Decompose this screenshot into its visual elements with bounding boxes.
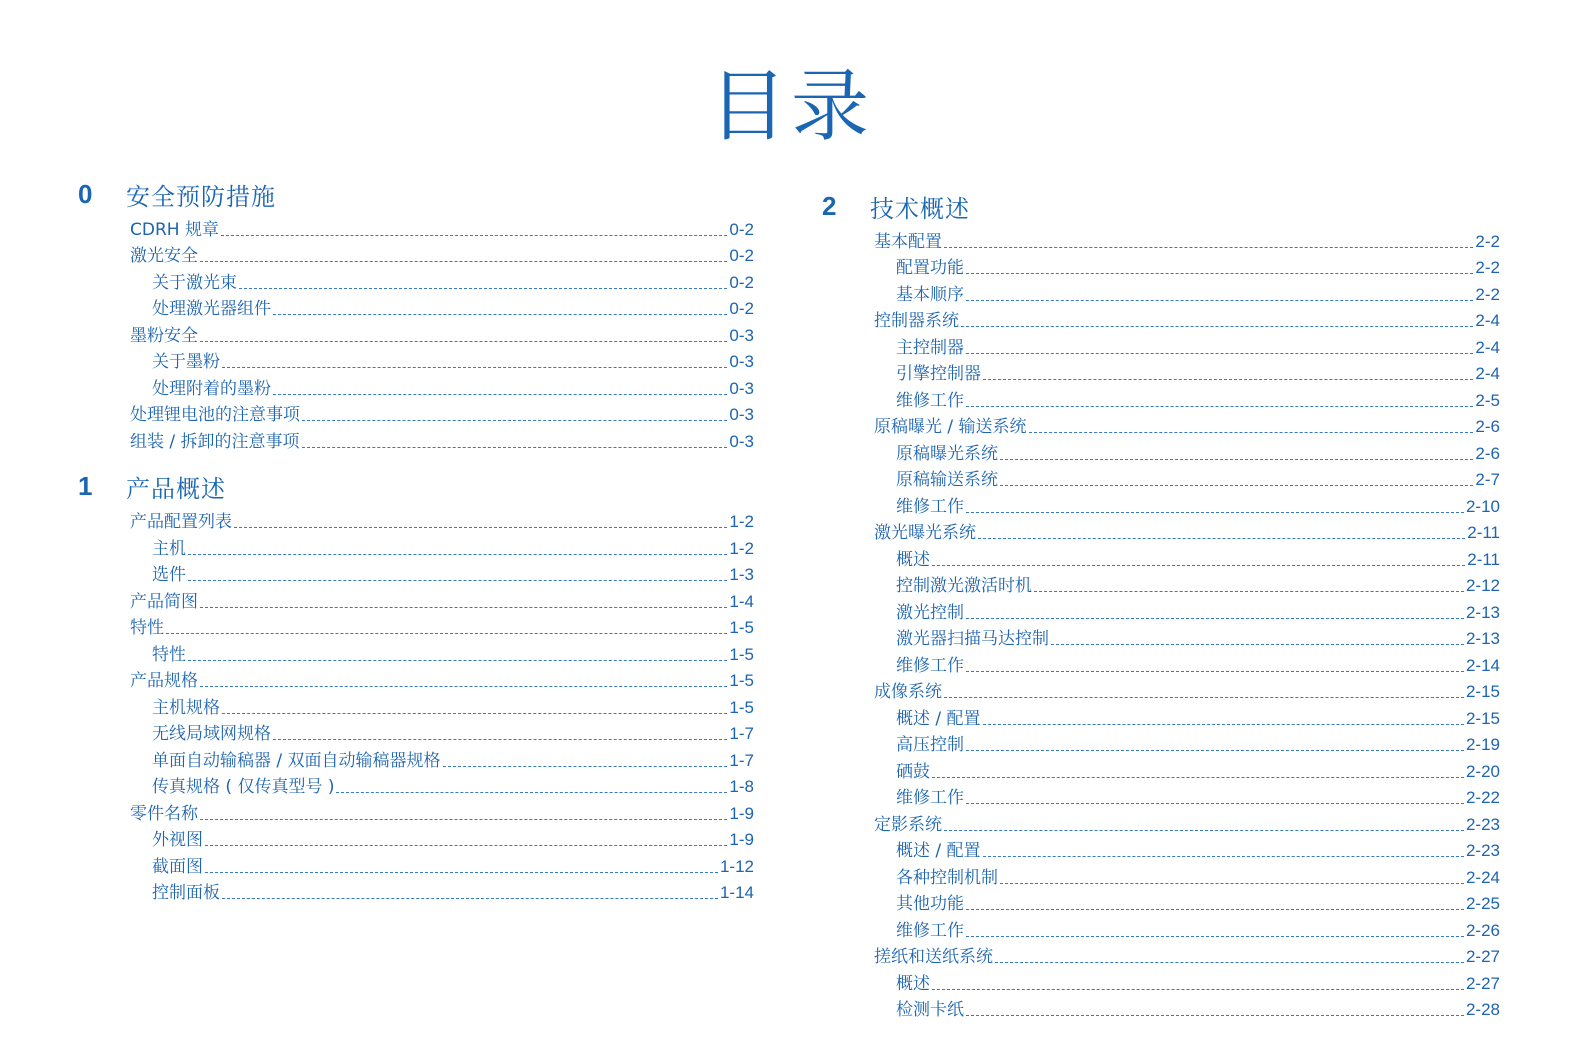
toc-entry-label: 维修工作	[896, 655, 964, 676]
toc-page-number: 0-3	[729, 352, 754, 371]
toc-page-number: 2-14	[1465, 655, 1500, 675]
toc-page-number: 1-9	[729, 803, 754, 823]
toc-page-number: 2-11	[1467, 549, 1500, 569]
toc-entry-label: 检测卡纸	[896, 1000, 964, 1020]
toc-entry-label: 搓纸和送纸系统	[874, 947, 993, 967]
toc-subentry[interactable]	[130, 347, 754, 374]
toc-subentry[interactable]	[874, 571, 1500, 598]
dot-leader	[200, 819, 727, 820]
toc-page-number: 1-7	[729, 750, 754, 770]
dot-leader	[302, 447, 728, 448]
toc-page-number: 2-5	[1475, 390, 1500, 410]
toc-page-number: 2-11	[1467, 523, 1500, 542]
toc-subentry[interactable]	[130, 560, 754, 587]
toc-subentry[interactable]	[874, 597, 1500, 624]
dot-leader	[222, 898, 718, 899]
toc-entry-label: 激光安全	[130, 246, 198, 266]
dot-leader	[995, 962, 1464, 963]
toc-subentry[interactable]	[874, 491, 1500, 518]
toc-entry-label: 组装 / 拆卸的注意事项	[130, 431, 300, 452]
toc-entry[interactable]	[874, 226, 1500, 253]
toc-entry-label: 控制激光激活时机	[896, 576, 1032, 596]
toc-page-number: 1-7	[729, 724, 754, 743]
toc-subentry[interactable]	[874, 438, 1500, 465]
toc-subentry[interactable]	[874, 624, 1500, 651]
chapter-heading[interactable]	[78, 467, 754, 507]
toc-entry-label: 定影系统	[874, 814, 942, 835]
dot-leader	[200, 686, 727, 687]
toc-entry-label: 处理激光器组件	[152, 299, 271, 319]
dot-leader	[966, 618, 1464, 619]
dot-leader	[966, 406, 1473, 407]
toc-subentry[interactable]	[874, 915, 1500, 942]
toc-entry-list	[874, 226, 1500, 1021]
dot-leader	[1000, 459, 1473, 460]
toc-page-number: 0-3	[729, 325, 754, 345]
toc-subentry[interactable]	[874, 836, 1500, 863]
toc-entry-label: 控制器系统	[874, 311, 959, 331]
toc-entry[interactable]	[130, 666, 754, 693]
toc-entry-label: 基本配置	[874, 231, 942, 252]
toc-page-number: 1-8	[729, 777, 754, 796]
toc-page-number: 2-6	[1475, 443, 1500, 463]
toc-page-number: 2-23	[1465, 841, 1500, 860]
toc-entry[interactable]	[874, 677, 1500, 704]
toc-entry-label: 高压控制	[896, 735, 964, 755]
toc-page-number: 1-2	[729, 538, 754, 558]
chapter-number: 0	[78, 178, 93, 209]
toc-page-number: 2-28	[1465, 1000, 1500, 1019]
toc-subentry[interactable]	[130, 719, 754, 746]
toc-subentry[interactable]	[130, 533, 754, 560]
toc-entry[interactable]	[130, 241, 754, 268]
toc-page-number: 2-7	[1475, 470, 1500, 489]
toc-entry-label: 原稿曝光系统	[896, 443, 998, 464]
dot-leader	[273, 739, 727, 740]
toc-entry-label: 维修工作	[896, 920, 964, 941]
toc-entry-label: 产品规格	[130, 671, 198, 691]
chapter-title: 技术概述	[870, 194, 970, 223]
dot-leader	[200, 261, 727, 262]
toc-entry-label: 单面自动输稿器 / 双面自动输稿器规格	[152, 750, 441, 771]
toc-page-number: 2-20	[1465, 761, 1500, 781]
toc-page-number: 0-2	[729, 299, 754, 318]
toc-page-number: 2-25	[1465, 894, 1500, 913]
dot-leader	[944, 697, 1464, 698]
toc-entry[interactable]	[130, 798, 754, 825]
toc-subentry[interactable]	[130, 294, 754, 321]
toc-right-column	[822, 186, 1500, 1021]
toc-page-number: 1-14	[719, 883, 754, 902]
dot-leader	[983, 856, 1464, 857]
toc-page-number: 1-5	[729, 697, 754, 717]
toc-subentry[interactable]	[874, 650, 1500, 677]
dot-leader	[188, 554, 727, 555]
toc-page-number: 1-4	[729, 591, 754, 611]
toc-entry[interactable]	[874, 518, 1500, 545]
toc-entry-label: 特性	[152, 644, 186, 665]
toc-entry-label: 概述	[896, 549, 930, 570]
toc-subentry[interactable]	[874, 385, 1500, 412]
toc-page-number: 2-15	[1465, 682, 1500, 701]
toc-entry-label: 概述	[896, 973, 930, 994]
toc-page-number: 2-6	[1475, 417, 1500, 436]
toc-entry-label: 主控制器	[896, 337, 964, 358]
toc-page-number: 2-4	[1475, 311, 1500, 330]
toc-entry-label: 激光器扫描马达控制	[896, 629, 1049, 649]
toc-entry-label: 维修工作	[896, 788, 964, 808]
dot-leader	[944, 247, 1473, 248]
toc-subentry[interactable]	[874, 703, 1500, 730]
dot-leader	[200, 341, 727, 342]
toc-entry-label: 主机规格	[152, 697, 220, 718]
toc-subentry[interactable]	[874, 995, 1500, 1022]
toc-entry[interactable]	[874, 942, 1500, 969]
toc-page-number: 2-24	[1465, 867, 1500, 887]
toc-entry-label: 截面图	[152, 856, 203, 877]
dot-leader	[188, 580, 727, 581]
dot-leader	[961, 326, 1473, 327]
toc-page-number: 2-23	[1465, 814, 1500, 834]
dot-leader	[443, 766, 728, 767]
dot-leader	[234, 527, 727, 528]
dot-leader	[966, 671, 1464, 672]
toc-subentry[interactable]	[874, 253, 1500, 280]
toc-subentry[interactable]	[130, 639, 754, 666]
toc-page-number: 2-27	[1465, 973, 1500, 993]
toc-subentry[interactable]	[130, 267, 754, 294]
toc-subentry[interactable]	[874, 332, 1500, 359]
toc-entry[interactable]	[130, 214, 754, 241]
dot-leader	[1000, 485, 1473, 486]
dot-leader	[239, 288, 727, 289]
dot-leader	[273, 314, 727, 315]
chapter-number: 1	[78, 471, 93, 501]
toc-subentry[interactable]	[130, 851, 754, 878]
toc-entry-label: 维修工作	[896, 496, 964, 517]
page-title: 目录	[708, 62, 873, 152]
toc-entry[interactable]	[130, 426, 754, 453]
toc-entry-label: 硒鼓	[896, 761, 930, 782]
dot-leader	[221, 235, 727, 236]
dot-leader	[336, 792, 727, 793]
toc-page-number: 2-12	[1465, 576, 1500, 595]
dot-leader	[932, 777, 1464, 778]
toc-entry[interactable]	[130, 586, 754, 613]
toc-entry-label: 传真规格 ( 仅传真型号 )	[152, 777, 335, 797]
dot-leader	[222, 367, 727, 368]
toc-entry-label: 维修工作	[896, 390, 964, 411]
toc-entry-label: 原稿输送系统	[896, 470, 998, 490]
toc-subentry[interactable]	[130, 745, 754, 772]
dot-leader	[983, 724, 1464, 725]
toc-page-number: 1-5	[729, 671, 754, 690]
chapter-heading[interactable]	[78, 174, 754, 214]
toc-page-number: 2-19	[1465, 735, 1500, 754]
toc-entry-label: 关于激光束	[152, 272, 237, 293]
dot-leader	[966, 273, 1473, 274]
toc-entry-label: 各种控制机制	[896, 867, 998, 888]
toc-page-number: 2-26	[1465, 920, 1500, 940]
toc-page-number: 1-3	[729, 565, 754, 584]
toc-entry-label: 关于墨粉	[152, 352, 220, 372]
dot-leader	[222, 713, 727, 714]
toc-page-number: 0-3	[729, 431, 754, 451]
toc-subentry[interactable]	[130, 692, 754, 719]
toc-entry-label: 配置功能	[896, 258, 964, 278]
dot-leader	[966, 512, 1464, 513]
dot-leader	[983, 379, 1473, 380]
toc-page-number: 1-12	[719, 856, 754, 876]
toc-entry-label: 零件名称	[130, 803, 198, 824]
toc-page-number: 2-2	[1475, 258, 1500, 277]
toc-entry-label: 选件	[152, 565, 186, 585]
toc-subentry[interactable]	[874, 279, 1500, 306]
toc-page-number: 2-22	[1465, 788, 1500, 807]
toc-page-number: 1-5	[729, 618, 754, 637]
dot-leader	[205, 845, 727, 846]
dot-leader	[1051, 644, 1464, 645]
toc-entry[interactable]	[874, 412, 1500, 439]
toc-entry[interactable]	[130, 400, 754, 427]
toc-entry-list	[130, 214, 754, 453]
toc-entry-label: 墨粉安全	[130, 325, 198, 346]
toc-subentry[interactable]	[874, 889, 1500, 916]
dot-leader	[1034, 591, 1464, 592]
dot-leader	[205, 872, 718, 873]
toc-subentry[interactable]	[130, 878, 754, 905]
chapter-number: 2	[822, 190, 837, 221]
toc-entry-label: 无线局域网规格	[152, 724, 271, 744]
toc-page-number: 0-3	[729, 378, 754, 398]
toc-subentry[interactable]	[874, 783, 1500, 810]
dot-leader	[966, 909, 1464, 910]
toc-subentry[interactable]	[874, 730, 1500, 757]
toc-entry-label: 成像系统	[874, 682, 942, 702]
dot-leader	[932, 989, 1464, 990]
toc-page-number: 1-9	[729, 830, 754, 849]
toc-page-number: 2-15	[1465, 708, 1500, 728]
toc-entry-label: 概述 / 配置	[896, 841, 981, 861]
toc-page-number: 2-13	[1465, 602, 1500, 622]
chapter-title: 安全预防措施	[126, 182, 276, 211]
toc-subentry[interactable]	[874, 359, 1500, 386]
toc-page-number: 1-5	[729, 644, 754, 664]
dot-leader	[302, 420, 727, 421]
dot-leader	[944, 830, 1464, 831]
dot-leader	[966, 1015, 1464, 1016]
toc-page-number: 2-10	[1465, 496, 1500, 516]
toc-entry-label: 激光控制	[896, 602, 964, 623]
toc-page-number: 2-27	[1465, 947, 1500, 966]
toc-entry-label: 产品配置列表	[130, 512, 232, 532]
dot-leader	[200, 607, 727, 608]
toc-entry-label: 外视图	[152, 830, 203, 850]
toc-page-number: 2-2	[1475, 231, 1500, 251]
toc-page-number: 2-4	[1475, 337, 1500, 357]
toc-page-number: 1-2	[729, 512, 754, 531]
toc-subentry[interactable]	[130, 772, 754, 799]
dot-leader	[966, 300, 1473, 301]
toc-subentry[interactable]	[874, 968, 1500, 995]
toc-entry-label: 控制面板	[152, 883, 220, 903]
toc-subentry[interactable]	[130, 373, 754, 400]
toc-page-number: 2-2	[1475, 284, 1500, 304]
toc-entry-list	[130, 507, 754, 905]
chapter-heading[interactable]	[822, 186, 1500, 226]
dot-leader	[1000, 883, 1464, 884]
dot-leader	[978, 538, 1465, 539]
toc-entry-label: 激光曝光系统	[874, 523, 976, 543]
dot-leader	[966, 803, 1464, 804]
dot-leader	[932, 565, 1465, 566]
toc-subentry[interactable]	[874, 465, 1500, 492]
toc-subentry[interactable]	[130, 825, 754, 852]
dot-leader	[273, 394, 727, 395]
toc-entry-label: 产品简图	[130, 591, 198, 612]
toc-page-number: 0-2	[729, 246, 754, 265]
toc-subentry[interactable]	[874, 756, 1500, 783]
toc-page-number: 0-3	[729, 405, 754, 424]
toc-entry-label: 其他功能	[896, 894, 964, 914]
dot-leader	[966, 750, 1464, 751]
toc-entry[interactable]	[874, 306, 1500, 333]
toc-entry[interactable]	[130, 507, 754, 534]
toc-entry-label: 特性	[130, 618, 164, 638]
dot-leader	[166, 633, 727, 634]
dot-leader	[188, 660, 727, 661]
toc-entry-label: 概述 / 配置	[896, 708, 981, 729]
chapter-title: 产品概述	[126, 475, 226, 503]
toc-entry-label: 主机	[152, 538, 186, 559]
toc-page-number: 0-2	[729, 272, 754, 292]
toc-page-number: 2-4	[1475, 364, 1500, 383]
dot-leader	[966, 353, 1473, 354]
toc-entry[interactable]	[874, 809, 1500, 836]
toc-entry-label: 处理锂电池的注意事项	[130, 405, 300, 425]
toc-subentry[interactable]	[874, 862, 1500, 889]
toc-page-number: 2-13	[1465, 629, 1500, 648]
toc-entry-label: 原稿曝光 / 输送系统	[874, 417, 1027, 437]
toc-entry[interactable]	[130, 320, 754, 347]
toc-page-number: 0-2	[729, 219, 754, 239]
toc-entry-label: CDRH 规章	[130, 219, 219, 240]
toc-entry[interactable]	[130, 613, 754, 640]
dot-leader	[966, 936, 1464, 937]
toc-entry-label: 处理附着的墨粉	[152, 378, 271, 399]
dot-leader	[1029, 432, 1474, 433]
toc-left-column	[78, 174, 754, 918]
toc-entry-label: 基本顺序	[896, 284, 964, 305]
toc-entry-label: 引擎控制器	[896, 364, 981, 384]
toc-subentry[interactable]	[874, 544, 1500, 571]
